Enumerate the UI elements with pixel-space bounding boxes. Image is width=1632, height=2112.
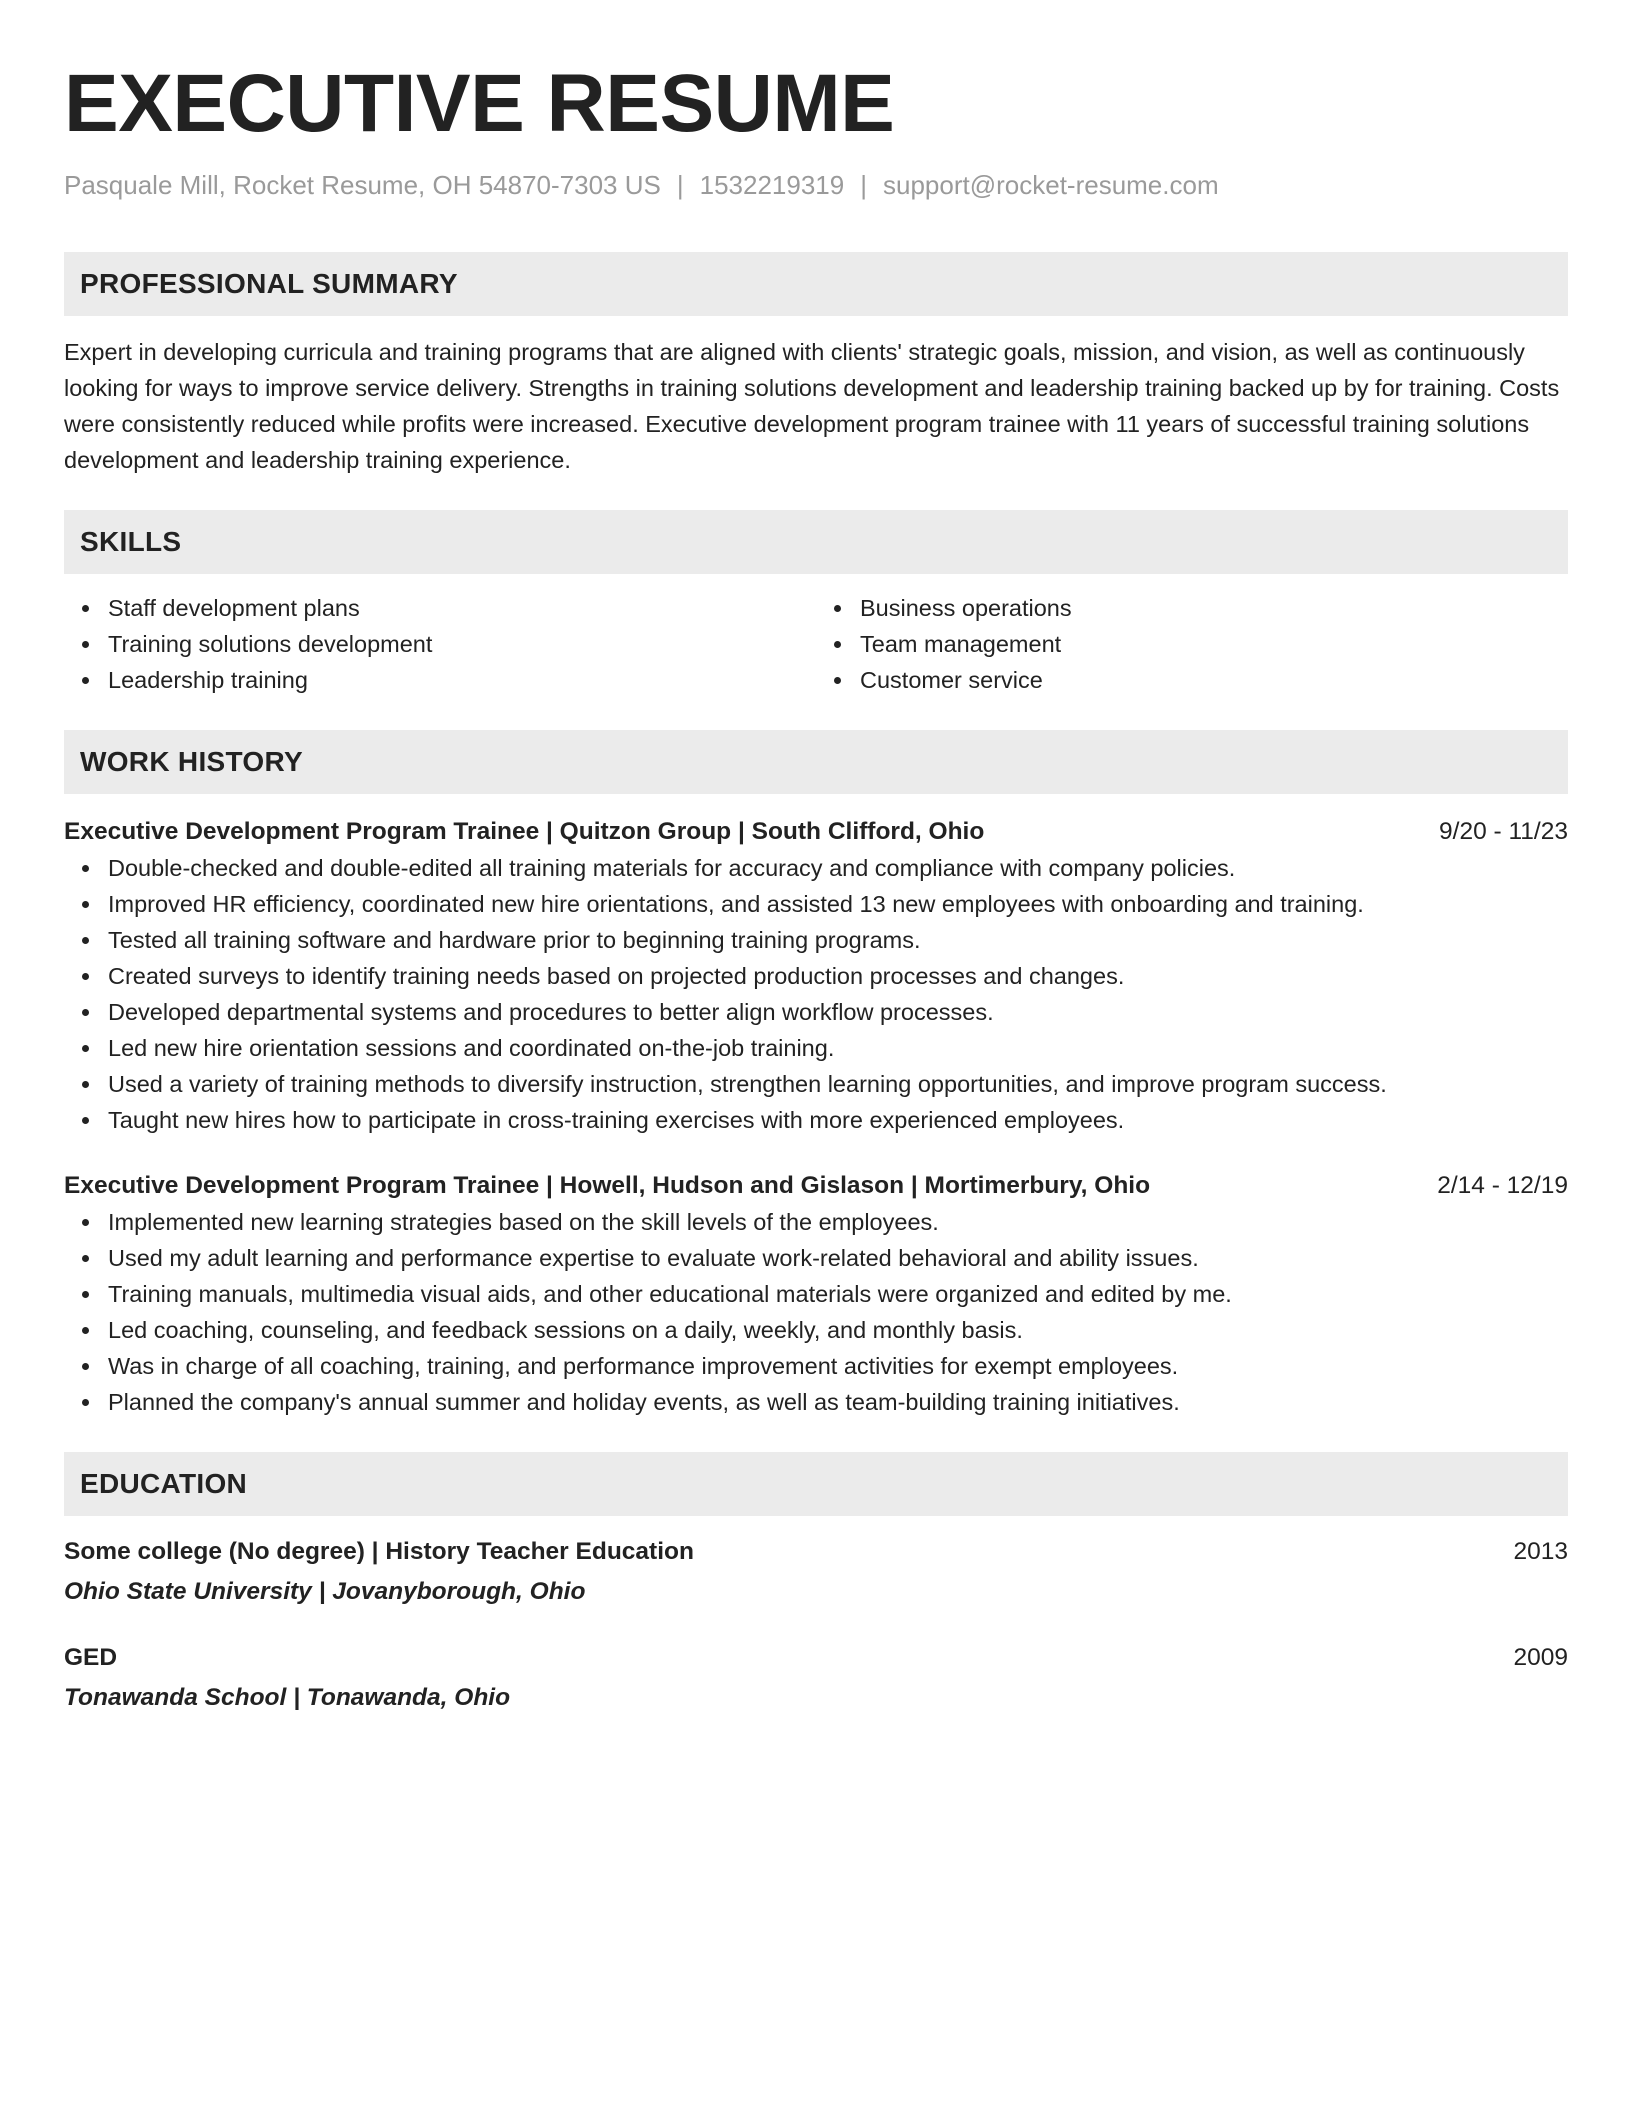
job-bullet: Taught new hires how to participate in cross-training exercises with more experienced employees. xyxy=(108,1102,1568,1138)
job-bullet: Double-checked and double-edited all training materials for accuracy and compliance with company policies. xyxy=(108,850,1568,886)
job-bullet: Was in charge of all coaching, training, and performance improvement activities for exempt employees. xyxy=(108,1348,1568,1384)
job-bullets xyxy=(64,1204,1568,1420)
section-header-work: WORK HISTORY xyxy=(64,730,1568,794)
job-header xyxy=(64,1168,1568,1204)
skill-item: Staff development plans xyxy=(108,590,816,626)
job-bullet: Training manuals, multimedia visual aids, and other educational materials were organized and edited by me. xyxy=(108,1276,1568,1312)
education-header xyxy=(64,1534,1568,1570)
contact-phone: 1532219319 xyxy=(699,170,845,200)
job-bullet: Developed departmental systems and procedures to better align workflow processes. xyxy=(108,994,1568,1030)
section-header-summary: PROFESSIONAL SUMMARY xyxy=(64,252,1568,316)
skills-column-right xyxy=(816,590,1568,698)
education-year: 2009 xyxy=(1513,1644,1568,1671)
job-entry xyxy=(64,1168,1568,1420)
summary-text: Expert in developing curricula and training programs that are aligned with clients' strategic goals, mission, and vision, as well as continuously looking for ways to improve service delivery. Strengths in training solutions development and leadership training backed up by for training. Costs were consistently reduced while profits were increased. Executive development program trainee with 11 years of successful training solutions development and leadership training experience. xyxy=(64,339,1560,473)
education-school: Ohio State University | Jovanyborough, Ohio xyxy=(64,1578,586,1605)
skill-item: Training solutions development xyxy=(108,626,816,662)
job-bullet: Led new hire orientation sessions and coordinated on-the-job training. xyxy=(108,1030,1568,1066)
job-bullet: Implemented new learning strategies based on the skill levels of the employees. xyxy=(108,1204,1568,1240)
job-title: Executive Development Program Trainee | Howell, Hudson and Gislason | Mortimerbury, Ohio xyxy=(64,1172,1151,1199)
education-title: Some college (No degree) | History Teacher Education xyxy=(64,1538,694,1565)
job-dates: 2/14 - 12/19 xyxy=(1437,1172,1568,1199)
skill-item: Customer service xyxy=(860,662,1568,698)
skill-item: Leadership training xyxy=(108,662,816,698)
job-bullet: Tested all training software and hardware prior to beginning training programs. xyxy=(108,922,1568,958)
contact-email: support@rocket-resume.com xyxy=(883,170,1219,200)
job-header xyxy=(64,814,1568,850)
job-entry xyxy=(64,814,1568,1138)
contact-separator: | xyxy=(676,170,684,200)
skill-item: Team management xyxy=(860,626,1568,662)
contact-address: Pasquale Mill, Rocket Resume, OH 54870-7303 US xyxy=(64,170,661,200)
education-header xyxy=(64,1640,1568,1676)
skills-column-left xyxy=(64,590,816,698)
resume-name: EXECUTIVE RESUME xyxy=(64,58,895,149)
contact-separator: | xyxy=(860,170,867,200)
education-year: 2013 xyxy=(1513,1538,1568,1565)
section-header-skills: SKILLS xyxy=(64,510,1568,574)
education-school: Tonawanda School | Tonawanda, Ohio xyxy=(64,1684,511,1711)
contact-line xyxy=(64,168,1568,202)
skill-item: Business operations xyxy=(860,590,1568,626)
job-bullet: Used a variety of training methods to diversify instruction, strengthen learning opportunities, and improve program success. xyxy=(108,1066,1568,1102)
job-bullets xyxy=(64,850,1568,1138)
job-bullet: Led coaching, counseling, and feedback sessions on a daily, weekly, and monthly basis. xyxy=(108,1312,1568,1348)
job-bullet: Improved HR efficiency, coordinated new hire orientations, and assisted 13 new employees with onboarding and training. xyxy=(108,886,1568,922)
job-dates: 9/20 - 11/23 xyxy=(1439,818,1568,845)
skills-list xyxy=(64,590,1568,698)
job-title: Executive Development Program Trainee | Quitzon Group | South Clifford, Ohio xyxy=(64,818,985,845)
job-bullet: Created surveys to identify training needs based on projected production processes and changes. xyxy=(108,958,1568,994)
education-title: GED xyxy=(64,1644,118,1671)
education-entry xyxy=(64,1640,1568,1716)
education-entry xyxy=(64,1534,1568,1610)
job-bullet: Used my adult learning and performance expertise to evaluate work-related behavioral and ability issues. xyxy=(108,1240,1568,1276)
job-bullet: Planned the company's annual summer and holiday events, as well as team-building training initiatives. xyxy=(108,1384,1568,1420)
section-header-education: EDUCATION xyxy=(64,1452,1568,1516)
